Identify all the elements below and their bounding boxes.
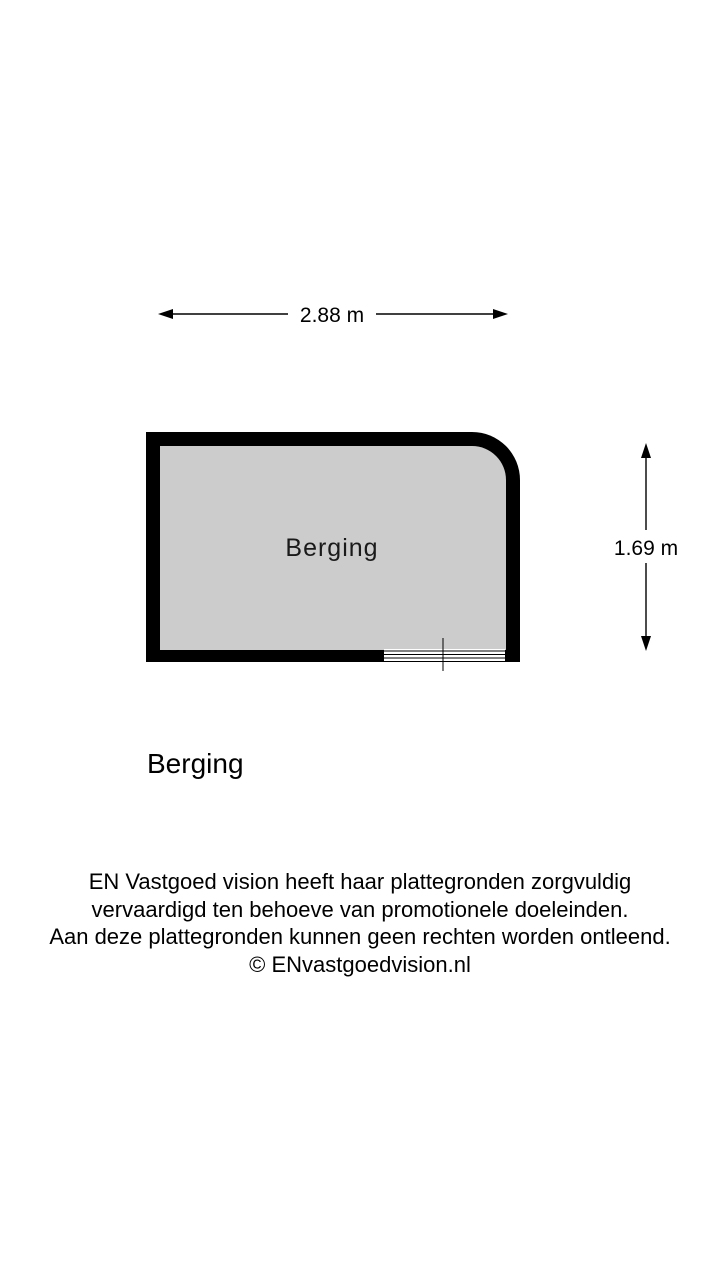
width-dimension [158, 304, 508, 327]
disclaimer-line-3: Aan deze plattegronden kunnen geen rechten worden ontleend. [49, 924, 671, 949]
height-arrowhead-top [641, 443, 651, 458]
disclaimer-line-4: © ENvastgoedvision.nl [249, 951, 471, 977]
disclaimer-line-1: EN Vastgoed vision heeft haar plattegronden zorgvuldig [88, 869, 632, 894]
height-dimension-label: 1.69 m [613, 537, 679, 560]
disclaimer [0, 868, 720, 978]
height-arrowhead-bottom [641, 636, 651, 651]
floor-title: Berging [147, 748, 244, 779]
room-berging [146, 432, 520, 671]
height-dimension [614, 443, 678, 651]
width-arrowhead-right [493, 309, 508, 319]
width-dimension-label: 2.88 m [299, 304, 365, 327]
disclaimer-line-2: vervaardigd ten behoeve van promotionele doeleinden. [91, 896, 629, 922]
room-label: Berging [285, 534, 379, 562]
width-arrowhead-left [158, 309, 173, 319]
